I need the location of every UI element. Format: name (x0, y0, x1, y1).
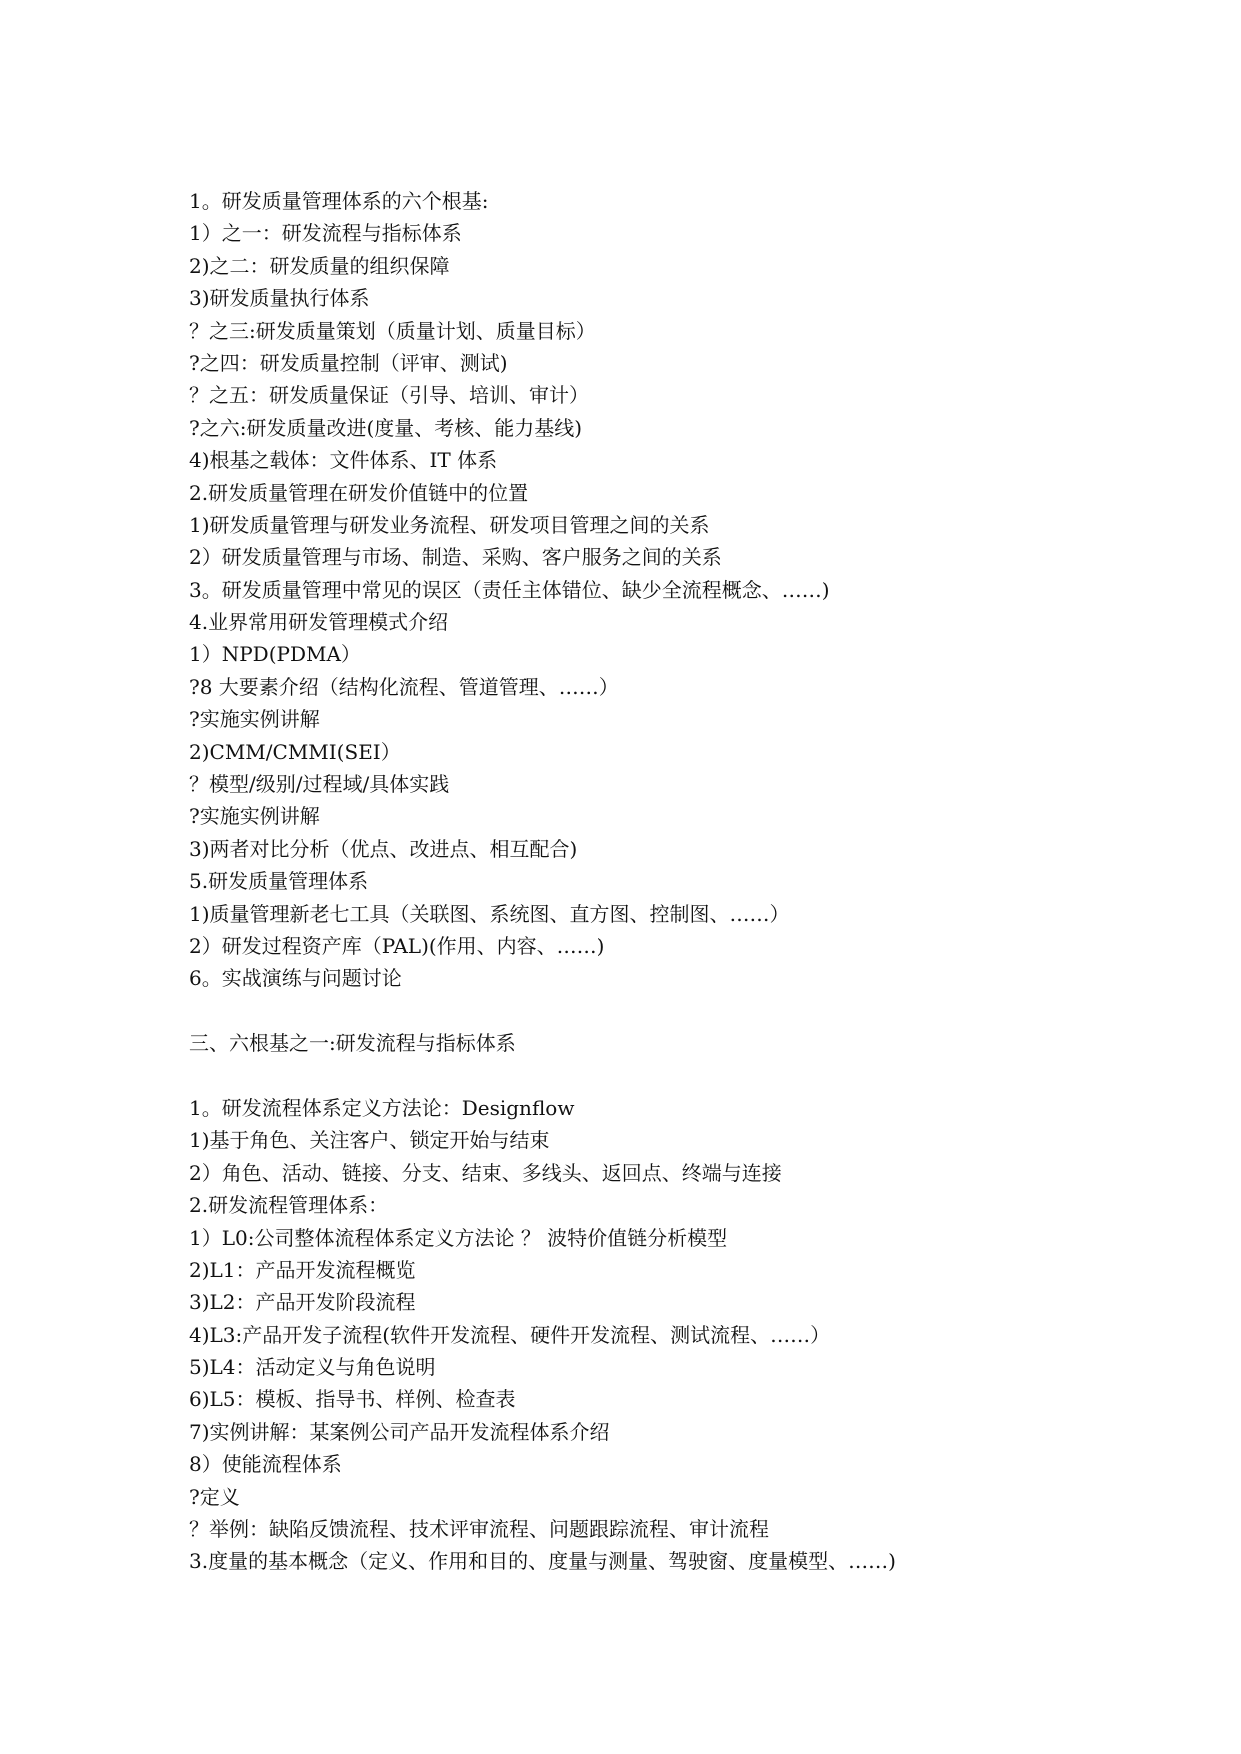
outline-line: 1）L0:公司整体流程体系定义方法论 ？ 波特价值链分析模型 (189, 1225, 728, 1250)
outline-line: 4)L3:产品开发子流程(软件开发流程、硬件开发流程、测试流程、……） (189, 1322, 831, 1347)
outline-line: 1。研发质量管理体系的六个根基: (189, 189, 489, 213)
outline-line: ？模型/级别/过程域/具体实践 (189, 772, 450, 797)
outline-line: ?定义 (189, 1484, 240, 1509)
outline-line: 3)L2：产品开发阶段流程 (189, 1290, 416, 1315)
outline-line: ？之三:研发质量策划（质量计划、质量目标） (189, 318, 596, 343)
outline-line: 2.研发流程管理体系： (189, 1193, 389, 1218)
outline-line: 2）研发过程资产库（PAL)(作用、内容、……) (189, 933, 605, 958)
outline-line: 7)实例讲解：某案例公司产品开发流程体系介绍 (189, 1419, 610, 1444)
outline-line: 4)根基之载体：文件体系、IT 体系 (189, 448, 498, 473)
outline-block-1 (189, 185, 1189, 995)
outline-line: 3)研发质量执行体系 (189, 286, 370, 311)
outline-line: 1）NPD(PDMA） (189, 642, 361, 667)
outline-line: ?之四：研发质量控制（评审、测试) (189, 350, 508, 375)
outline-line: 5)L4：活动定义与角色说明 (189, 1355, 436, 1380)
outline-line: 6。实战演练与问题讨论 (189, 966, 402, 991)
outline-line: ？之五：研发质量保证（引导、培训、审计） (189, 383, 589, 408)
outline-line: ？举例：缺陷反馈流程、技术评审流程、问题跟踪流程、审计流程 (189, 1517, 769, 1542)
outline-line: 2)L1：产品开发流程概览 (189, 1257, 416, 1282)
outline-line: ?实施实例讲解 (189, 707, 320, 732)
outline-line: 2)CMM/CMMI(SEI） (189, 739, 401, 764)
outline-line: 2.研发质量管理在研发价值链中的位置 (189, 480, 529, 505)
outline-line: 5.研发质量管理体系 (189, 869, 369, 894)
outline-line: 2）研发质量管理与市场、制造、采购、客户服务之间的关系 (189, 545, 722, 570)
blank-line (189, 995, 1189, 1027)
outline-line: 1)基于角色、关注客户、锁定开始与结束 (189, 1128, 550, 1153)
outline-line: 3。研发质量管理中常见的误区（责任主体错位、缺少全流程概念、……) (189, 577, 830, 602)
outline-line: 1）之一：研发流程与指标体系 (189, 221, 462, 246)
outline-line: 3.度量的基本概念（定义、作用和目的、度量与测量、驾驶窗、度量模型、……) (189, 1549, 896, 1574)
outline-block-2 (189, 1092, 1189, 1578)
outline-line: 1)质量管理新老七工具（关联图、系统图、直方图、控制图、……） (189, 901, 790, 926)
outline-line: ?8 大要素介绍（结构化流程、管道管理、……） (189, 674, 619, 699)
outline-line: 2）角色、活动、链接、分支、结束、多线头、返回点、终端与连接 (189, 1160, 782, 1185)
outline-line: 1。研发流程体系定义方法论：Designflow (189, 1095, 575, 1120)
outline-line: 3)两者对比分析（优点、改进点、相互配合) (189, 836, 578, 861)
outline-line: 4.业界常用研发管理模式介绍 (189, 610, 449, 635)
outline-line: 6)L5：模板、指导书、样例、检查表 (189, 1387, 516, 1412)
outline-line: 1)研发质量管理与研发业务流程、研发项目管理之间的关系 (189, 512, 710, 537)
outline-line: 2)之二：研发质量的组织保障 (189, 253, 450, 278)
document-body (189, 185, 1189, 1578)
outline-line: ?之六:研发质量改进(度量、考核、能力基线) (189, 415, 583, 440)
blank-line (189, 1060, 1189, 1092)
outline-line: 8）使能流程体系 (189, 1452, 342, 1477)
section-title: 三、六根基之一:研发流程与指标体系 (189, 1031, 516, 1056)
outline-line: ?实施实例讲解 (189, 804, 320, 829)
